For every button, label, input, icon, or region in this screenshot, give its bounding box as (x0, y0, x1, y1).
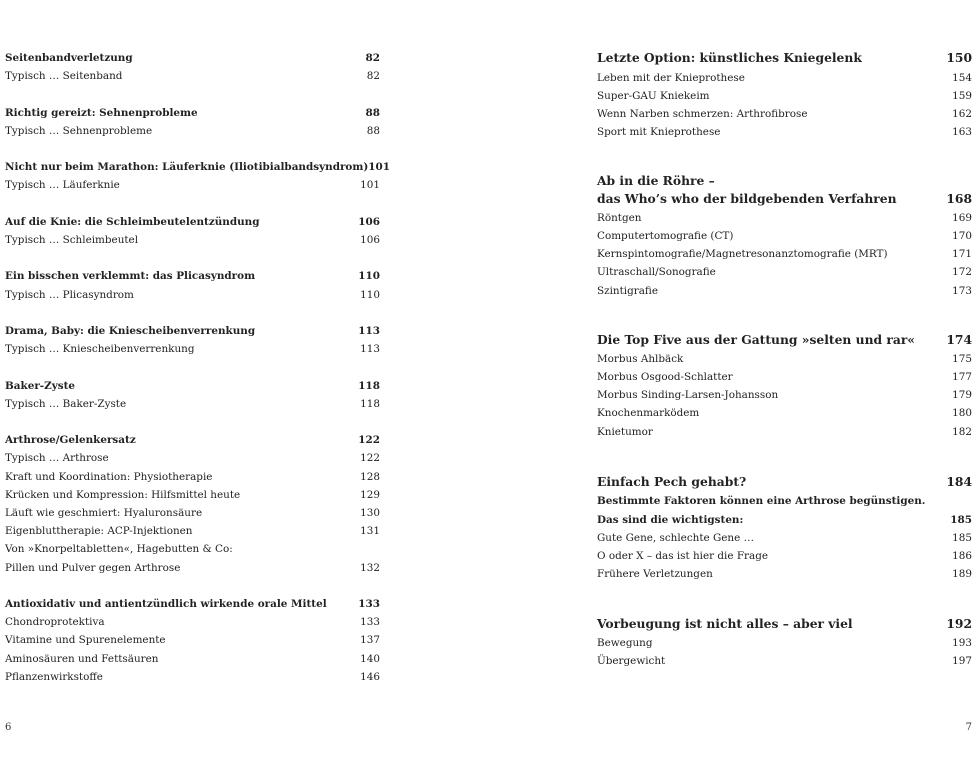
page-number: 7 (965, 722, 972, 733)
left-page (5, 0, 390, 781)
toc-entry: Die Top Five aus der Gattung »selten und rar« 174 (597, 332, 972, 347)
toc-entry: Ab in die Röhre – (597, 173, 715, 188)
toc-entry: Typisch … Baker-Zyste 118 (5, 398, 380, 410)
toc-entry: Computertomografie (CT) 170 (597, 230, 972, 242)
toc-entry: Vorbeugung ist nicht alles – aber viel 192 (597, 616, 972, 631)
right-page (597, 0, 972, 781)
toc-entry: Ein bisschen verklemmt: das Plicasyndrom 110 (5, 270, 380, 282)
toc-entry: Morbus Sinding-Larsen-Johansson 179 (597, 389, 972, 401)
toc-entry: Chondroprotektiva 133 (5, 616, 380, 628)
toc-entry: Eigenbluttherapie: ACP-Injektionen 131 (5, 525, 380, 537)
toc-entry: Bewegung 193 (597, 637, 972, 649)
toc-entry: Typisch … Seitenband 82 (5, 70, 380, 82)
toc-entry: Morbus Osgood-Schlatter 177 (597, 371, 972, 383)
toc-entry: Seitenbandverletzung 82 (5, 52, 380, 64)
toc-entry: Wenn Narben schmerzen: Arthrofibrose 162 (597, 108, 972, 120)
toc-entry: Ultraschall/Sonografie 172 (597, 266, 972, 278)
toc-entry: Frühere Verletzungen 189 (597, 568, 972, 580)
toc-entry: Typisch … Arthrose 122 (5, 452, 380, 464)
toc-entry: Das sind die wichtigsten: 185 (597, 514, 972, 526)
toc-entry: Läuft wie geschmiert: Hyaluronsäure 130 (5, 507, 380, 519)
toc-entry: Einfach Pech gehabt? 184 (597, 474, 972, 489)
page-number: 6 (5, 722, 12, 733)
toc-entry: Knochenmarködem 180 (597, 407, 972, 419)
toc-entry: Kernspintomografie/Magnetresonanztomografie (MRT) 171 (597, 248, 972, 260)
toc-entry: Richtig gereizt: Sehnenprobleme 88 (5, 107, 380, 119)
toc-entry: Krücken und Kompression: Hilfsmittel heute 129 (5, 489, 380, 501)
toc-entry: Auf die Knie: die Schleimbeutelentzündung 106 (5, 216, 380, 228)
toc-entry: Pillen und Pulver gegen Arthrose 132 (5, 562, 380, 574)
toc-entry: Bestimmte Faktoren können eine Arthrose begünstigen. (597, 495, 926, 507)
toc-entry: Typisch … Läuferknie 101 (5, 179, 380, 191)
toc-entry: Leben mit der Knieprothese 154 (597, 72, 972, 84)
toc-entry: Szintigrafie 173 (597, 285, 972, 297)
toc-entry: Letzte Option: künstliches Kniegelenk 150 (597, 50, 972, 65)
toc-entry: Gute Gene, schlechte Gene … 185 (597, 532, 972, 544)
toc-entry: O oder X – das ist hier die Frage 186 (597, 550, 972, 562)
toc-entry: Typisch … Schleimbeutel 106 (5, 234, 380, 246)
toc-entry: das Who’s who der bildgebenden Verfahren 168 (597, 191, 972, 206)
toc-entry: Vitamine und Spurenelemente 137 (5, 634, 380, 646)
toc-entry: Antioxidativ und antientzündlich wirkende orale Mittel 133 (5, 598, 380, 610)
toc-entry: Kraft und Koordination: Physiotherapie 128 (5, 471, 380, 483)
toc-entry: Sport mit Knieprothese 163 (597, 126, 972, 138)
toc-entry: Baker-Zyste 118 (5, 380, 380, 392)
toc-entry: Von »Knorpeltabletten«, Hagebutten & Co: (5, 543, 233, 555)
toc-entry: Morbus Ahlbäck 175 (597, 353, 972, 365)
toc-entry: Typisch … Kniescheibenverrenkung 113 (5, 343, 380, 355)
toc-entry: Knietumor 182 (597, 426, 972, 438)
toc-entry: Aminosäuren und Fettsäuren 140 (5, 653, 380, 665)
toc-entry: Arthrose/Gelenkersatz 122 (5, 434, 380, 446)
toc-entry: Typisch … Plicasyndrom 110 (5, 289, 380, 301)
toc-entry: Super-GAU Kniekeim 159 (597, 90, 972, 102)
toc-entry: Pflanzenwirkstoffe 146 (5, 671, 380, 683)
toc-entry: Röntgen 169 (597, 212, 972, 224)
toc-entry: Drama, Baby: die Kniescheibenverrenkung 113 (5, 325, 380, 337)
toc-entry: Typisch … Sehnenprobleme 88 (5, 125, 380, 137)
toc-entry: Nicht nur beim Marathon: Läuferknie (Iliotibialbandsyndrom) 101 (5, 161, 390, 173)
toc-entry: Übergewicht 197 (597, 655, 972, 667)
